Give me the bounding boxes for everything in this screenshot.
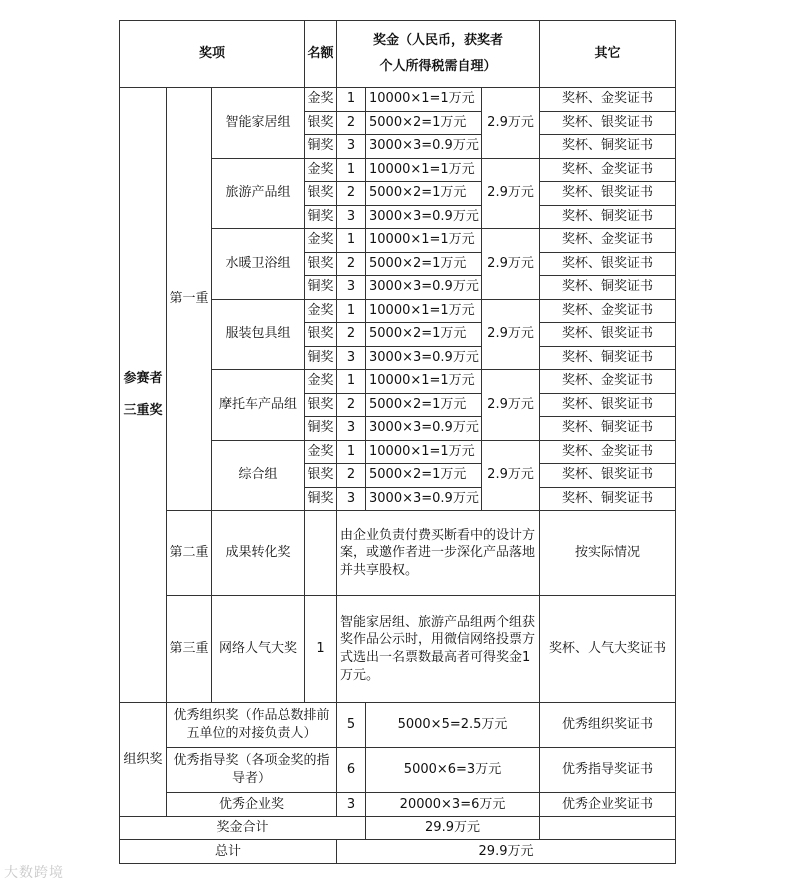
award-other: 奖杯、银奖证书 <box>540 111 676 135</box>
org-award-name: 优秀指导奖（各项金奖的指导者） <box>167 748 337 793</box>
award-count: 3 <box>337 346 366 370</box>
award-count: 1 <box>337 370 366 394</box>
group-total: 2.9万元 <box>482 158 540 229</box>
grand-total-row <box>120 840 676 864</box>
award-amount: 3000×3=0.9万元 <box>366 135 482 159</box>
header-row <box>120 21 676 88</box>
tier3-other: 奖杯、人气大奖证书 <box>540 596 676 703</box>
award-amount: 5000×2=1万元 <box>366 252 482 276</box>
header-other: 其它 <box>540 21 676 88</box>
award-other: 奖杯、银奖证书 <box>540 323 676 347</box>
award-count: 2 <box>337 182 366 206</box>
prize-total-blank <box>540 817 676 840</box>
award-amount: 3000×3=0.9万元 <box>366 417 482 441</box>
award-level: 金奖 <box>305 158 337 182</box>
org-award-name: 优秀企业奖 <box>167 793 337 817</box>
award-count: 1 <box>337 229 366 253</box>
awards-table <box>119 20 676 864</box>
participants-label-line2: 三重奖 <box>123 403 163 418</box>
award-other: 奖杯、金奖证书 <box>540 440 676 464</box>
header-prize-line2: 个人所得税需自理） <box>379 59 497 74</box>
award-count: 1 <box>337 299 366 323</box>
group-total: 2.9万元 <box>482 229 540 300</box>
award-count: 3 <box>337 205 366 229</box>
award-other: 奖杯、银奖证书 <box>540 182 676 206</box>
header-prize-line1: 奖金（人民币，获奖者 <box>373 33 504 49</box>
tier3-amount: 智能家居组、旅游产品组两个组获奖作品公示时，用微信网络投票方式选出一名票数最高者可得奖金1万元。 <box>337 596 540 703</box>
group-name: 水暖卫浴组 <box>212 229 305 300</box>
group-total: 2.9万元 <box>482 299 540 370</box>
org-row <box>120 748 676 793</box>
award-level: 金奖 <box>305 229 337 253</box>
award-amount: 10000×1=1万元 <box>366 158 482 182</box>
award-level: 铜奖 <box>305 487 337 511</box>
award-count: 2 <box>337 464 366 488</box>
org-award-count: 5 <box>337 703 366 748</box>
table-row <box>120 88 676 112</box>
award-count: 2 <box>337 252 366 276</box>
award-amount: 10000×1=1万元 <box>366 370 482 394</box>
org-row <box>120 793 676 817</box>
header-quota: 名额 <box>305 21 337 88</box>
award-level: 银奖 <box>305 182 337 206</box>
org-award-other: 优秀指导奖证书 <box>540 748 676 793</box>
award-count: 1 <box>337 88 366 112</box>
prize-total-label: 奖金合计 <box>120 817 366 840</box>
tier2-count <box>305 511 337 596</box>
award-other: 奖杯、金奖证书 <box>540 88 676 112</box>
award-other: 奖杯、铜奖证书 <box>540 417 676 441</box>
group-total: 2.9万元 <box>482 88 540 159</box>
award-count: 3 <box>337 417 366 441</box>
award-level: 银奖 <box>305 252 337 276</box>
tier3-count: 1 <box>305 596 337 703</box>
watermark-logo: 大数跨境 <box>4 865 64 881</box>
award-level: 金奖 <box>305 370 337 394</box>
group-name: 摩托车产品组 <box>212 370 305 441</box>
award-amount: 10000×1=1万元 <box>366 229 482 253</box>
award-other: 奖杯、银奖证书 <box>540 464 676 488</box>
org-award-count: 3 <box>337 793 366 817</box>
award-amount: 3000×3=0.9万元 <box>366 276 482 300</box>
award-level: 金奖 <box>305 440 337 464</box>
tier3-row <box>120 596 676 703</box>
award-level: 铜奖 <box>305 205 337 229</box>
award-count: 1 <box>337 440 366 464</box>
prize-total-row <box>120 817 676 840</box>
grand-total-label: 总计 <box>120 840 337 864</box>
award-other: 奖杯、金奖证书 <box>540 158 676 182</box>
header-prize <box>337 21 540 88</box>
award-other: 奖杯、铜奖证书 <box>540 487 676 511</box>
award-level: 金奖 <box>305 88 337 112</box>
group-total: 2.9万元 <box>482 370 540 441</box>
award-amount: 3000×3=0.9万元 <box>366 205 482 229</box>
org-award-count: 6 <box>337 748 366 793</box>
org-award-amount: 5000×5=2.5万元 <box>366 703 540 748</box>
award-other: 奖杯、金奖证书 <box>540 370 676 394</box>
org-award-other: 优秀组织奖证书 <box>540 703 676 748</box>
award-amount: 5000×2=1万元 <box>366 393 482 417</box>
award-other: 奖杯、铜奖证书 <box>540 135 676 159</box>
award-amount: 5000×2=1万元 <box>366 464 482 488</box>
award-amount: 5000×2=1万元 <box>366 182 482 206</box>
award-level: 铜奖 <box>305 135 337 159</box>
award-amount: 10000×1=1万元 <box>366 440 482 464</box>
participants-label-line1: 参赛者 <box>123 371 163 387</box>
award-other: 奖杯、银奖证书 <box>540 393 676 417</box>
tier2-name: 成果转化奖 <box>212 511 305 596</box>
award-level: 银奖 <box>305 464 337 488</box>
award-other: 奖杯、铜奖证书 <box>540 205 676 229</box>
tier2-row <box>120 511 676 596</box>
award-other: 奖杯、银奖证书 <box>540 252 676 276</box>
tier2-other: 按实际情况 <box>540 511 676 596</box>
group-name: 服装包具组 <box>212 299 305 370</box>
group-name: 智能家居组 <box>212 88 305 159</box>
award-level: 铜奖 <box>305 417 337 441</box>
award-count: 1 <box>337 158 366 182</box>
org-award-amount: 20000×3=6万元 <box>366 793 540 817</box>
tier1-label: 第一重 <box>167 88 212 511</box>
award-count: 3 <box>337 276 366 300</box>
award-amount: 3000×3=0.9万元 <box>366 487 482 511</box>
org-label: 组织奖 <box>120 703 167 817</box>
award-count: 3 <box>337 135 366 159</box>
award-level: 银奖 <box>305 393 337 417</box>
tier2-label: 第二重 <box>167 511 212 596</box>
tier2-amount: 由企业负责付费买断看中的设计方案，或邀作者进一步深化产品落地并共享股权。 <box>337 511 540 596</box>
award-level: 铜奖 <box>305 276 337 300</box>
award-level: 铜奖 <box>305 346 337 370</box>
award-amount: 10000×1=1万元 <box>366 299 482 323</box>
award-count: 2 <box>337 393 366 417</box>
award-other: 奖杯、金奖证书 <box>540 299 676 323</box>
award-level: 金奖 <box>305 299 337 323</box>
participants-label <box>120 88 167 703</box>
award-other: 奖杯、金奖证书 <box>540 229 676 253</box>
award-amount: 10000×1=1万元 <box>366 88 482 112</box>
group-total: 2.9万元 <box>482 440 540 511</box>
org-award-name: 优秀组织奖（作品总数排前五单位的对接负责人） <box>167 703 337 748</box>
award-amount: 3000×3=0.9万元 <box>366 346 482 370</box>
org-award-amount: 5000×6=3万元 <box>366 748 540 793</box>
award-level: 银奖 <box>305 111 337 135</box>
grand-total-value: 29.9万元 <box>337 840 676 864</box>
award-count: 2 <box>337 323 366 347</box>
tier3-label: 第三重 <box>167 596 212 703</box>
group-name: 旅游产品组 <box>212 158 305 229</box>
award-other: 奖杯、铜奖证书 <box>540 346 676 370</box>
award-count: 3 <box>337 487 366 511</box>
header-award: 奖项 <box>120 21 305 88</box>
award-amount: 5000×2=1万元 <box>366 111 482 135</box>
tier3-name: 网络人气大奖 <box>212 596 305 703</box>
award-amount: 5000×2=1万元 <box>366 323 482 347</box>
award-other: 奖杯、铜奖证书 <box>540 276 676 300</box>
org-row <box>120 703 676 748</box>
award-level: 银奖 <box>305 323 337 347</box>
award-count: 2 <box>337 111 366 135</box>
org-award-other: 优秀企业奖证书 <box>540 793 676 817</box>
prize-total-value: 29.9万元 <box>366 817 540 840</box>
group-name: 综合组 <box>212 440 305 511</box>
